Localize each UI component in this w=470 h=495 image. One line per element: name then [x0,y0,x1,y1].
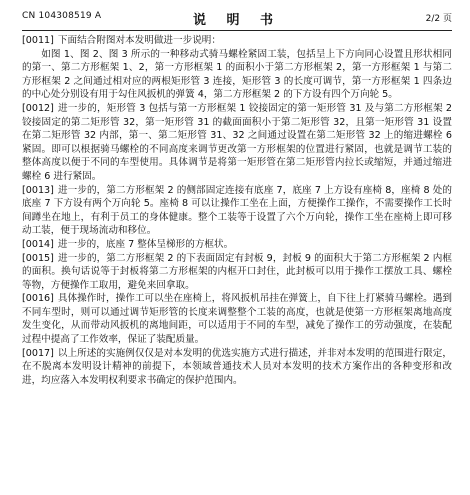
document-title: 说 明 书 [192,13,282,28]
paragraph-text: 具体操作时，操作工可以坐在座椅上，将风扳机吊挂在弹簧上，自下往上打紧骑马螺栓。遇到不同车型时，则可以通过调节矩形管的长度来调整整个工装的高度，也就是使第一方形框架离地高度发生变化，从而带动风扳机的离地间距，可以适用于不同的车型，减免了操作工的劳动强度，在装配过程中提高了工作效率，保证了装配质量。 [22,293,452,346]
page-header [22,10,452,28]
paragraph-number: [0017] [22,347,54,359]
paragraph-text: 进一步的，第二方形框架 2 的下表面固定有封板 9，封板 9 的面积大于第二方形框架 2 内框的面积。换句话说等于封板将第二方形框架的内框开口封住，此封板可以用于操作工摆放工具、螺栓等物，方便操作工取用，避免来回拿取。 [22,252,452,291]
paragraph-text: 进一步的，矩形管 3 包括与第一方形框架 1 铰接固定的第一矩形管 31 及与第二方形框架 2 铰接固定的第二矩形管 32，第一矩形管 31 的截面面积小于第二矩形管 32，且第一矩形管 31 设置在第二矩形管 32 内部，第一、第二矩形管 31、32 之间通过设置在第二矩形管 32 上的缩进螺栓 6 紧固。即可以根据骑马螺栓的不同高度来调节更改第一方形框架的位置进行紧固，也就是调节工装的整体高度以便于不同的车型使用。具体调节是将第一矩形管在第二矩形管内拉长或缩短，并通过缩进螺栓 6 进行紧固。 [22,102,452,182]
page-number: 2/2 页 [425,14,452,24]
paragraph-0011-continued [22,48,452,102]
paragraph-number: [0013] [22,184,54,196]
header-rule [22,30,452,31]
paragraph-0012 [22,102,452,184]
paragraph-number: [0016] [22,293,54,305]
paragraph-0016 [22,292,452,346]
paragraph-number: [0014] [22,238,54,250]
paragraph-0014 [22,238,452,252]
paragraph-0011 [22,34,452,48]
paragraph-text: 以上所述的实施例仅仅是对本发明的优选实施方式进行描述，并非对本发明的范围进行限定，在不脱离本发明设计精神的前提下，本领域普通技术人员对本发明的技术方案作出的各种变形和改进，均应落入本发明权利要求书确定的保护范围内。 [22,347,452,386]
paragraph-0013 [22,184,452,238]
paragraph-0015 [22,252,452,293]
paragraph-text: 进一步的，底座 7 整体呈梯形的方框状。 [57,238,234,250]
paragraph-number: [0012] [22,102,54,114]
paragraph-text: 进一步的，第二方形框架 2 的侧部固定连接有底座 7，底座 7 上方设有座椅 8，座椅 8 处的底座 7 下方设有两个万向轮 5。座椅 8 可以让操作工坐在上面，方便操作工操作，不需要操作工长时间蹲坐在地上，有利于员工的身体健康。整个工装等于设置了六个万向轮，操作工坐在座椅上即可移动工装，便于现场流动和移位。 [22,184,452,237]
paragraph-text: 如图 1、图 2、图 3 所示的一种移动式骑马螺栓紧固工装，包括呈上下方向同心设置且形状相同的第一、第二方形框架 1、2，第一方形框架 1 的面积小于第二方形框架 2，第一方形框架 1 与第二方形框架 2 之间通过相对应的两根矩形管 3 连接，矩形管 3 的长度可调节，第一方形框架 1 四条边的中心处分别设有用于勾住风扳机的弹簧 4，第二方形框架 2 的下方设有四个万向轮 5。 [22,48,452,101]
document-id: CN 104308519 A [22,11,102,21]
paragraph-number: [0011] [22,35,54,46]
paragraph-number: [0015] [22,252,54,264]
paragraph-0017 [22,347,452,388]
paragraph-text: 下面结合附图对本发明做进一步说明： [57,35,221,46]
